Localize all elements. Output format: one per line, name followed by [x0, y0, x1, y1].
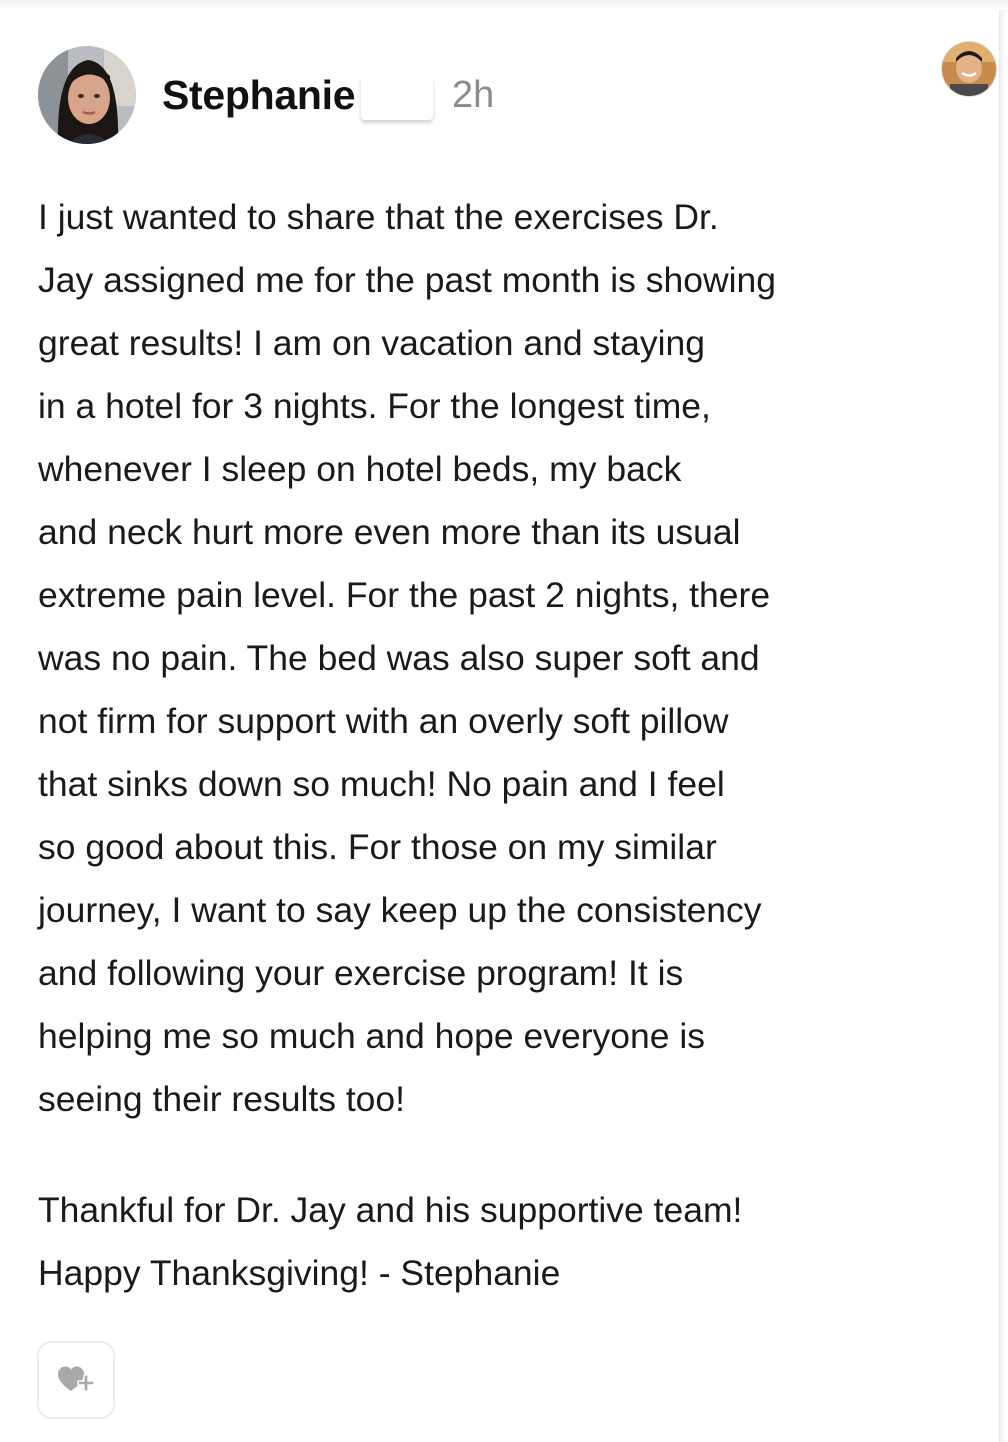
post-card — [38, 46, 958, 146]
post-body-line: in a hotel for 3 nights. For the longest time, — [38, 386, 711, 426]
author-avatar-photo — [38, 46, 136, 144]
signoff-line: Happy Thanksgiving! - Stephanie — [38, 1253, 561, 1293]
post-body-line: great results! I am on vacation and staying — [38, 323, 705, 363]
name-redaction — [361, 76, 433, 120]
signoff-line: Thankful for Dr. Jay and his supportive team! — [38, 1190, 743, 1230]
heart-plus-icon — [57, 1365, 95, 1395]
post-body — [38, 186, 978, 1131]
top-edge — [0, 0, 1008, 10]
post-body-line: journey, I want to say keep up the consistency — [38, 890, 762, 930]
author-avatar[interactable] — [38, 46, 136, 144]
add-reaction-button[interactable] — [37, 1341, 115, 1419]
post-header — [38, 46, 958, 146]
author-name[interactable]: Stephanie — [162, 72, 356, 118]
post-body-line: and following your exercise program! It is — [38, 953, 684, 993]
post-body-line: helping me so much and hope everyone is — [38, 1016, 706, 1056]
post-body-line: I just wanted to share that the exercises Dr. — [38, 197, 719, 237]
post-body-line: and neck hurt more even more than its usual — [38, 512, 741, 552]
post-body-line: not firm for support with an overly soft pillow — [38, 701, 729, 741]
post-body-line: whenever I sleep on hotel beds, my back — [38, 449, 682, 489]
scrollbar[interactable] — [999, 10, 1008, 1442]
post-signoff — [38, 1179, 978, 1305]
post-body-line: extreme pain level. For the past 2 nights, there — [38, 575, 771, 615]
post-body-line: seeing their results too! — [38, 1079, 406, 1119]
post-body-line: Jay assigned me for the past month is showing — [38, 260, 776, 300]
post-body-line: that sinks down so much! No pain and I feel — [38, 764, 725, 804]
post-body-line: so good about this. For those on my similar — [38, 827, 717, 867]
post-timestamp: 2h — [452, 74, 495, 116]
post-body-line: was no pain. The bed was also super soft and — [38, 638, 760, 678]
